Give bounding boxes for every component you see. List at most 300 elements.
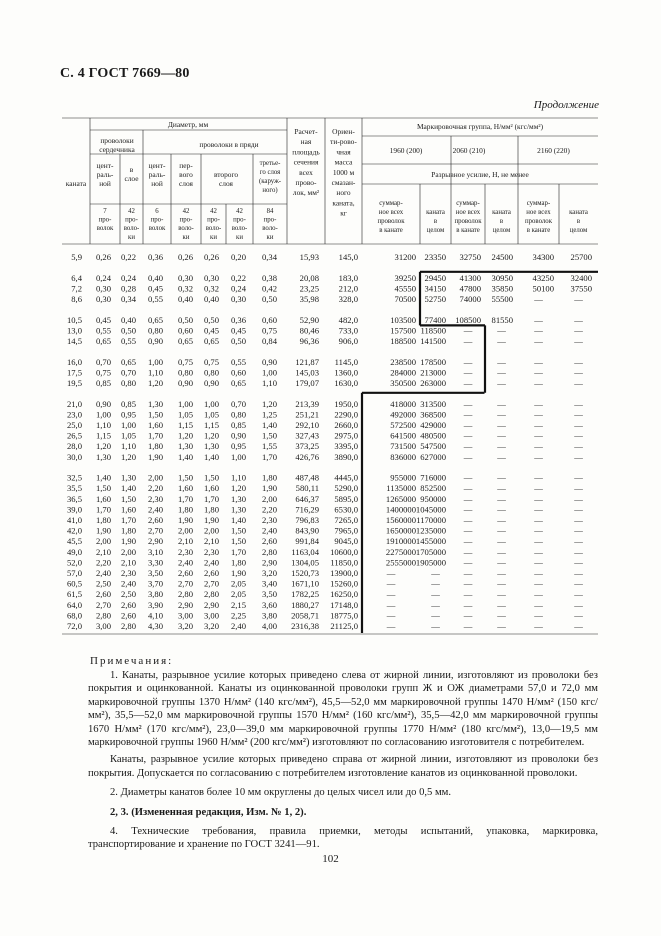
table-cell: 183,0 [338,272,358,283]
table-cell: — [574,314,583,325]
table-cell: 49,0 [66,546,82,557]
table-cell: 1163,04 [291,546,319,557]
table-cell: 141500 [420,336,446,346]
table-cell: — [497,493,506,504]
table-cell: 0,85 [95,378,111,388]
table-cell: 0,36 [147,252,163,262]
table-cell: 1,00 [95,409,111,420]
table-cell: 8,6 [71,294,82,304]
table-cell: — [463,557,473,568]
table-cell: 1,90 [261,483,277,494]
table-cell: 16,0 [66,356,82,367]
table-cell: 39250 [394,272,416,283]
table-cell: 6,4 [71,272,82,283]
table-cell: 1,50 [177,472,193,483]
table-cell: 3,60 [261,599,277,610]
notes-block [88,669,598,852]
table-cell: 0,85 [120,398,136,409]
table-cell: 1782,25 [291,589,319,600]
table-cell: — [463,525,473,536]
table-cell: 955000 [390,472,416,483]
table-cell: — [463,621,473,631]
table-cell: — [534,430,543,441]
table-cell: 1520,73 [291,568,319,578]
table-cell: 2290,0 [334,409,358,420]
table-cell: 1,20 [147,378,163,388]
table-cell: 1265000 [385,493,416,504]
table-cell: — [534,472,543,483]
notes-heading: Примечания: [90,655,174,667]
table-cell: 0,60 [261,314,277,325]
table-cell: 1,80 [230,557,246,568]
table-cell: — [534,409,543,420]
table-cell: 18775,0 [330,610,358,621]
table-cell: — [534,589,543,600]
header-count-4: 42 про-воло-ки [205,208,222,241]
table-cell: 0,40 [177,294,193,304]
table-cell: 580,11 [295,483,319,494]
table-cell: 3,20 [177,621,193,631]
table-cell: 32,5 [66,472,82,483]
table-cell: 3,20 [203,621,219,631]
table-cell: 5,9 [71,252,82,262]
table-cell: — [534,441,543,452]
table-cell: 1,30 [147,398,163,409]
table-cell: 32750 [459,252,481,262]
table-cell: 1135000 [386,483,416,494]
table-cell: 3,40 [261,578,277,589]
table-cell: — [574,378,583,388]
table-cell: 2,30 [203,546,219,557]
table-cell: 121,87 [295,356,319,367]
table-cell: — [386,568,396,578]
table-cell: 1950,0 [334,398,358,409]
table-cell: 3,70 [147,578,163,589]
table-cell: 547500 [420,441,446,452]
table-cell: 23,0 [66,409,82,420]
note-amendment: 2, 3. (Измененная редакция, Изм. № 1, 2). [110,806,307,818]
table-cell: 2,90 [203,599,219,610]
table-cell: — [463,451,473,462]
table-cell: 0,75 [261,325,277,336]
table-cell: 1,70 [203,493,219,504]
header-central: цент-раль-ной [96,161,114,188]
table-cell: 178500 [420,356,446,367]
table-cell: 0,65 [147,314,163,325]
table-cell: 2,60 [203,568,219,578]
table-cell: 328,0 [338,294,358,304]
table-cell: 7265,0 [334,515,358,525]
table-cell: 641500 [390,430,416,441]
table-cell: — [463,599,473,610]
table-cell: — [497,398,506,409]
table-cell: — [574,398,583,409]
table-cell: 179,07 [295,378,319,388]
table-cell: 2,40 [147,504,163,515]
table-cell: 1400000 [385,504,416,515]
table-cell: 3,80 [147,589,163,600]
table-cell: — [574,568,583,578]
table-cell: 0,60 [177,325,193,336]
header-count-1: 42 про-воло-ки [123,208,140,241]
table-cell: 0,50 [261,294,277,304]
table-cell: 1,60 [177,483,193,494]
table-cell: — [497,536,506,547]
table-cell: 77400 [424,314,446,325]
table-cell: — [463,610,473,621]
table-cell: 3,10 [147,546,163,557]
table-cell: 2,70 [95,599,111,610]
header-force-sub-2: суммар-ное всех проволок в канате [454,200,482,234]
table-cell: 2,40 [95,568,111,578]
table-cell: 0,60 [230,367,246,378]
table-cell: — [534,314,543,325]
table-cell: 1,60 [95,493,111,504]
table-cell: — [534,483,543,494]
table-cell: 52750 [424,294,446,304]
table-cell: — [574,409,583,420]
table-cell: 1455000 [415,536,446,547]
table-cell: 1,25 [261,409,277,420]
table-cell: 96,36 [299,336,319,346]
table-cell: 0,28 [120,283,136,294]
table-cell: — [574,356,583,367]
table-cell: 950000 [420,493,446,504]
table-cell: 1,20 [177,430,193,441]
table-cell: 2,20 [261,504,277,515]
table-cell: 1,50 [230,536,246,547]
table-cell: 1,20 [95,441,111,452]
table-cell: 3,00 [177,610,193,621]
table-cell: 1880,27 [291,599,319,610]
table-cell: 1,70 [120,515,136,525]
table-cell: — [463,483,473,494]
table-cell: 731500 [390,441,416,452]
table-cell: 2,05 [230,589,246,600]
table-cell: — [463,336,473,346]
table-cell: 30950 [491,272,513,283]
table-cell: 4,30 [147,621,163,631]
table-cell: 4,10 [147,610,163,621]
note-1b: Канаты, разрывное усилие которых приведено справа от жирной линии, изготовляют из проволоки без покрытия. Допускается по согласованию с потребителем изготовление канатов из оцинкованной проволоки. [88,754,598,779]
table-cell: 2,80 [203,589,219,600]
table-cell: 118500 [420,325,446,336]
table-cell: — [497,451,506,462]
table-cell: 238500 [390,356,416,367]
table-cell: 70500 [394,294,416,304]
table-cell: 2,30 [261,515,277,525]
table-cell: — [431,621,440,631]
table-cell: — [497,356,506,367]
table-cell: — [386,589,396,600]
table-cell: 80,46 [299,325,319,336]
table-cell: — [534,610,543,621]
table-cell: 0,40 [120,314,136,325]
table-cell: — [497,483,506,494]
table-cell: 1,30 [230,504,246,515]
table-cell: 2555000 [385,557,416,568]
note-4: 4. Технические требования, правила приемки, методы испытаний, упаковка, маркировка, транспортирование и хранение по ГОСТ 3241—91. [88,826,598,851]
table-cell: 35850 [491,283,513,294]
table-cell: — [463,472,473,483]
table-cell: 480500 [420,430,446,441]
table-cell: 30,0 [66,451,82,462]
table-cell: 0,50 [120,325,136,336]
table-cell: 1,70 [177,493,193,504]
table-cell: — [574,610,583,621]
table-cell: 1,40 [120,483,136,494]
table-cell: 0,65 [230,378,246,388]
table-cell: 34150 [424,283,446,294]
table-cell: — [497,515,506,525]
table-cell: 47800 [459,283,481,294]
table-cell: 0,26 [95,252,111,262]
table-cell: 0,34 [261,252,277,262]
table-cell: — [534,325,543,336]
table-cell: — [463,441,473,452]
table-cell: — [574,294,583,304]
header-force-sub-1: каната в целом [426,209,445,234]
table-cell: 28,0 [66,441,82,452]
table-cell: 4,00 [261,621,277,631]
table-cell: 1,40 [261,420,277,430]
table-cell: 3,50 [261,589,277,600]
table-cell: 0,32 [177,283,193,294]
table-cell: 2,15 [230,599,246,610]
table-cell: 45,5 [66,536,82,547]
table-cell: 2,40 [261,525,277,536]
table-cell: 1,30 [95,451,111,462]
table-cell: 2,40 [120,578,136,589]
table-cell: 0,40 [147,272,163,283]
table-cell: 2,30 [120,568,136,578]
table-cell: — [497,589,506,600]
table-cell: 13,0 [66,325,82,336]
table-cell: 212,0 [338,283,358,294]
table-cell: — [497,621,506,631]
table-cell: — [534,546,543,557]
table-cell: 0,45 [230,325,246,336]
table-cell: — [534,378,543,388]
table-cell: 852500 [420,483,446,494]
table-cell: — [574,599,583,610]
table-cell: 2,00 [261,493,277,504]
table-cell: 292,10 [295,420,319,430]
table-cell: 19,5 [66,378,82,388]
page-title: С. 4 ГОСТ 7669—80 [60,66,190,81]
table-cell: 13900,0 [330,568,358,578]
table-cell: 572500 [390,420,416,430]
header-rope: каната [65,179,87,188]
table-cell: 29450 [424,272,446,283]
table-cell: 0,30 [177,272,193,283]
table-cell: 906,0 [338,336,358,346]
table-cell: 0,45 [203,325,219,336]
header-count-0: 7 про-волок [96,208,114,233]
table-cell: — [497,420,506,430]
table-cell: 0,34 [120,294,136,304]
table-cell: 0,75 [177,356,193,367]
table-cell: — [574,420,583,430]
table-cell: 2,60 [147,515,163,525]
header-force-sub-0: суммар-ное всех проволок в канате [377,200,405,234]
header-first-layer: пер-вого слоя [179,161,193,188]
table-cell: 1,00 [147,356,163,367]
table-cell: 368500 [420,409,446,420]
table-cell: — [574,557,583,568]
table-cell: 0,22 [120,252,136,262]
table-cell: 23350 [424,252,446,262]
table-cell: 2,40 [203,557,219,568]
table-cell: 3,50 [147,568,163,578]
table-cell: — [463,493,473,504]
table-cell: — [574,441,583,452]
header-grade-1960: 1960 (200) [389,146,423,155]
table-cell: — [534,451,543,462]
table-cell: 2,60 [261,536,277,547]
table-cell: — [497,557,506,568]
table-cell: — [386,578,396,589]
table-cell: 39,0 [66,504,82,515]
table-cell: 61,5 [66,589,82,600]
table-cell: 0,50 [177,314,193,325]
table-cell: — [574,515,583,525]
table-cell: 55500 [491,294,513,304]
table-cell: 2,80 [120,621,136,631]
table-cell: 1,15 [203,420,219,430]
table-cell: — [386,610,396,621]
table-cell: 25700 [570,252,592,262]
table-cell: — [386,599,396,610]
table-cell: 1,60 [120,504,136,515]
table-cell: 0,65 [95,336,111,346]
table-cell: 2,40 [230,621,246,631]
table-cell: — [574,367,583,378]
table-cell: — [463,409,473,420]
table-cell: 1,30 [203,441,219,452]
header-diameter: Диаметр, мм [167,120,209,129]
table-cell: 284000 [390,367,416,378]
table-cell: 1,30 [120,472,136,483]
table-cell: 0,36 [230,314,246,325]
table-cell: 0,30 [95,283,111,294]
table-cell: 1910000 [385,536,416,547]
table-cell: 2,10 [203,536,219,547]
table-cell: — [574,578,583,589]
table-cell: — [463,367,473,378]
table-cell: — [497,525,506,536]
table-cell: 72,0 [66,621,82,631]
table-cell: — [574,336,583,346]
table-cell: 0,26 [203,252,219,262]
table-cell: — [574,472,583,483]
table-cell: 1,10 [95,420,111,430]
table-cell: 373,25 [295,441,319,452]
table-cell: 45550 [394,283,416,294]
table-cell: 10600,0 [330,546,358,557]
table-cell: — [534,420,543,430]
table-cell: — [497,610,506,621]
table-cell: 3,00 [95,621,111,631]
table-cell: — [574,483,583,494]
table-cell: 0,55 [147,294,163,304]
header-force: Разрывное усилие, Н, не менее [431,170,529,179]
table-cell: 0,65 [203,336,219,346]
table-cell: 2,30 [177,546,193,557]
table-cell: — [463,589,473,600]
table-cell: 1,70 [261,451,277,462]
header-area: Расчет-ная площадь сечения всех прово-лок, мм² [292,127,320,198]
table-cell: 1905000 [415,557,446,568]
table-cell: 487,48 [295,472,319,483]
table-cell: 1,80 [203,504,219,515]
table-cell: 1,20 [261,398,277,409]
table-cell: 733,0 [338,325,358,336]
table-cell: — [574,536,583,547]
table-cell: 1560000 [385,515,416,525]
table-cell: 3395,0 [334,441,358,452]
header-grade-2160: 2160 (220) [537,146,570,155]
table-cell: — [534,568,543,578]
table-cell: 1145,0 [334,356,358,367]
table-cell: 0,24 [230,283,246,294]
table-cell: 31200 [394,252,416,262]
table-cell: 1,40 [230,515,246,525]
table-cell: 2,10 [95,546,111,557]
table-cell: — [534,525,543,536]
table-cell: 627000 [420,451,446,462]
table-cell: 0,90 [95,398,111,409]
table-cell: 1304,05 [291,557,319,568]
table-cell: 2,00 [120,546,136,557]
table-cell: 0,38 [261,272,277,283]
table-cell: 1,90 [230,568,246,578]
table-cell: — [574,621,583,631]
table-cell: — [574,589,583,600]
table-cell: — [574,546,583,557]
table-cell: — [534,557,543,568]
table-cell: 2,90 [261,557,277,568]
table-cell: 1630,0 [334,378,358,388]
table-cell: 0,90 [147,336,163,346]
table-cell: 37550 [570,283,592,294]
table-cell: 1,80 [147,441,163,452]
table-cell: — [534,515,543,525]
table-cell: 1,70 [147,430,163,441]
data-table [62,116,598,648]
table-cell: 157500 [390,325,416,336]
table-cell: 263000 [420,378,446,388]
table-cell: 15260,0 [330,578,358,589]
table-cell: 1,90 [95,525,111,536]
table-cell: 1,80 [177,504,193,515]
table-cell: 1,60 [203,483,219,494]
table-cell: 2,50 [95,578,111,589]
table-cell: 1,00 [177,398,193,409]
table-cell: 1045000 [415,504,446,515]
note-1: 1. Канаты, разрывное усилие которых приведено слева от жирной линии, изготовляют из проволоки без покрытия и оцинкованной. Канаты из оцинкованной проволоки групп Ж и ОЖ диаметрами 57,0 и 72,0 мм маркировочной группы 1370 Н/мм² (140 кгс/мм²), 45,5—52,0 мм маркировочной группы 1470 Н/мм² (150 кгс/мм²), 35,5—52,0 мм маркировочной группы 1570 Н/мм² (160 кгс/мм²), 35,5—42,0 мм маркировочной группы 1670 Н/мм² (170 кгс/мм²), 23,0—39,0 мм маркировочной группы 1770 Н/мм² (180 кгс/мм²), 13,0—19,5 мм маркировочной группы 1960 Н/мм² (200 кгс/мм²) изготовляют по согласованию изготовителя с потребителем. [88,670,598,749]
table-cell: 15,93 [299,252,319,262]
table-cell: 2,70 [147,525,163,536]
table-cell: 327,43 [295,430,319,441]
table-cell: 1,20 [120,451,136,462]
table-cell: 1,80 [120,525,136,536]
table-cell: 429000 [420,420,446,430]
table-cell: 2,70 [177,578,193,589]
table-cell: — [497,441,506,452]
table-cell: — [497,409,506,420]
table-cell: 0,90 [177,378,193,388]
